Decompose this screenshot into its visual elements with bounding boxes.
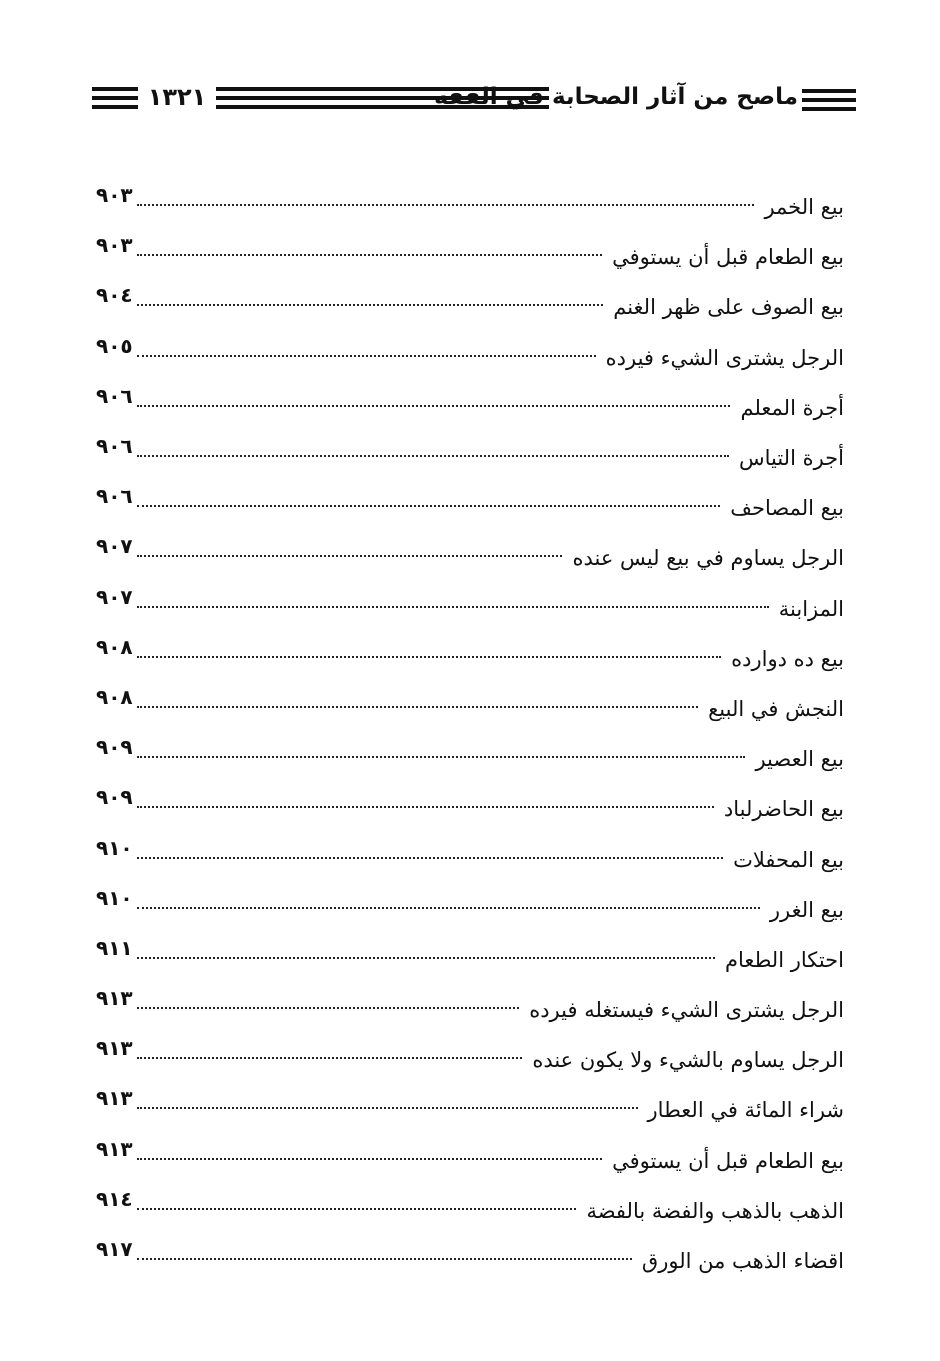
dot-leader <box>137 455 729 457</box>
toc-entry[interactable] <box>96 1180 844 1230</box>
toc-entry-page: ٩٠٨ <box>96 634 133 659</box>
toc-entry[interactable] <box>96 728 844 778</box>
dot-leader <box>137 1158 602 1160</box>
toc-entry[interactable] <box>96 929 844 979</box>
dot-leader <box>137 204 755 206</box>
header-rule-left <box>92 87 138 109</box>
toc-entry-title: بيع الغرر <box>769 897 844 922</box>
toc-entry-title: بيع الخمر <box>764 195 844 220</box>
dot-leader <box>137 656 721 658</box>
running-title: ماصح من آثار الصحابة في الفقه <box>434 84 798 110</box>
toc-entry-title: احتكار الطعام <box>725 947 844 972</box>
toc-entry-page: ٩٠٦ <box>96 484 133 509</box>
dot-leader <box>137 907 760 909</box>
toc-entry-title: بيع العصير <box>755 747 844 772</box>
toc-entry-title: بيع الطعام قبل أن يستوفي <box>612 245 844 270</box>
toc-entry-page: ٩٠٦ <box>96 383 133 408</box>
toc-entry-title: شراء المائة في العطار <box>647 1098 844 1123</box>
toc-entry[interactable] <box>96 1230 844 1280</box>
toc-entry-title: الرجل يساوم في بيع ليس عنده <box>572 546 844 571</box>
toc-entry-title: بيع الطعام قبل أن يستوفي <box>612 1148 844 1173</box>
toc-entry-page: ٩٠٣ <box>96 233 133 258</box>
toc-entry-title: بيع المصاحف <box>730 496 844 521</box>
dot-leader <box>137 1107 638 1109</box>
toc-entry-title: أجرة التياس <box>738 446 844 471</box>
toc-entry[interactable] <box>96 377 844 427</box>
toc-entry[interactable] <box>96 628 844 678</box>
dot-leader <box>137 957 715 959</box>
toc-entry[interactable] <box>96 427 844 477</box>
toc-entry-page: ٩٠٤ <box>96 283 133 308</box>
dot-leader <box>137 405 731 407</box>
toc-entry-title: بيع ده دوارده <box>731 646 844 671</box>
toc-entry-title: اقضاء الذهب من الورق <box>641 1249 844 1274</box>
dot-leader <box>137 1007 520 1009</box>
dot-leader <box>137 1208 577 1210</box>
page-number: ١٣٢١ <box>147 83 207 111</box>
toc-entry[interactable] <box>96 226 844 276</box>
dot-leader <box>137 304 604 306</box>
toc-entry-page: ٩٠٣ <box>96 183 133 208</box>
toc-entry-page: ٩١٤ <box>96 1186 133 1211</box>
toc-entry-title: الرجل يساوم بالشيء ولا يكون عنده <box>532 1048 844 1073</box>
dot-leader <box>137 857 723 859</box>
toc-entry[interactable] <box>96 828 844 878</box>
dot-leader <box>137 606 769 608</box>
toc-entry-title: الذهب بالذهب والفضة بالفضة <box>586 1198 844 1223</box>
dot-leader <box>137 505 721 507</box>
running-header <box>92 78 856 122</box>
header-rule-right <box>802 89 856 111</box>
toc-entry-page: ٩١٠ <box>96 835 133 860</box>
toc-entry[interactable] <box>96 778 844 828</box>
toc-entry-title: النجش في البيع <box>708 696 844 721</box>
toc-entry-page: ٩٠٦ <box>96 434 133 459</box>
toc-entry-page: ٩١١ <box>96 935 133 960</box>
toc-entry[interactable] <box>96 477 844 527</box>
toc-entry-page: ٩١٣ <box>96 1136 133 1161</box>
toc-entry[interactable] <box>96 1079 844 1129</box>
toc-entry-page: ٩٠٥ <box>96 333 133 358</box>
toc-entry[interactable] <box>96 879 844 929</box>
toc-entry-page: ٩١٣ <box>96 1086 133 1111</box>
toc-entry[interactable] <box>96 276 844 326</box>
toc-entry-page: ٩١٣ <box>96 986 133 1011</box>
toc-entry-page: ٩١٠ <box>96 885 133 910</box>
toc-entry-page: ٩٠٧ <box>96 584 133 609</box>
toc-entry-title: بيع الصوف على ظهر الغنم <box>613 295 844 320</box>
toc-entry-title: أجرة المعلم <box>740 395 844 420</box>
toc-entry-page: ٩١٧ <box>96 1237 133 1262</box>
toc-entry-title: الرجل يشترى الشيء فيرده <box>605 345 844 370</box>
table-of-contents <box>96 176 844 1280</box>
toc-entry[interactable] <box>96 527 844 577</box>
toc-entry[interactable] <box>96 1130 844 1180</box>
dot-leader <box>137 355 596 357</box>
toc-entry[interactable] <box>96 678 844 728</box>
dot-leader <box>137 1057 523 1059</box>
toc-entry-title: المزابنة <box>778 596 844 621</box>
dot-leader <box>137 806 714 808</box>
dot-leader <box>137 555 563 557</box>
toc-entry[interactable] <box>96 979 844 1029</box>
toc-entry-title: الرجل يشترى الشيء فيستغله فيرده <box>529 998 844 1023</box>
dot-leader <box>137 706 699 708</box>
dot-leader <box>137 756 746 758</box>
toc-entry-page: ٩٠٧ <box>96 534 133 559</box>
toc-entry-title: بيع المحفلات <box>733 847 844 872</box>
toc-entry[interactable] <box>96 578 844 628</box>
dot-leader <box>137 254 602 256</box>
toc-entry[interactable] <box>96 327 844 377</box>
toc-entry-page: ٩٠٨ <box>96 684 133 709</box>
dot-leader <box>137 1258 632 1260</box>
toc-entry[interactable] <box>96 1029 844 1079</box>
toc-entry-page: ٩٠٩ <box>96 785 133 810</box>
toc-entry-page: ٩٠٩ <box>96 735 133 760</box>
toc-entry-page: ٩١٣ <box>96 1036 133 1061</box>
toc-entry-title: بيع الحاضرلباد <box>723 797 844 822</box>
toc-entry[interactable] <box>96 176 844 226</box>
